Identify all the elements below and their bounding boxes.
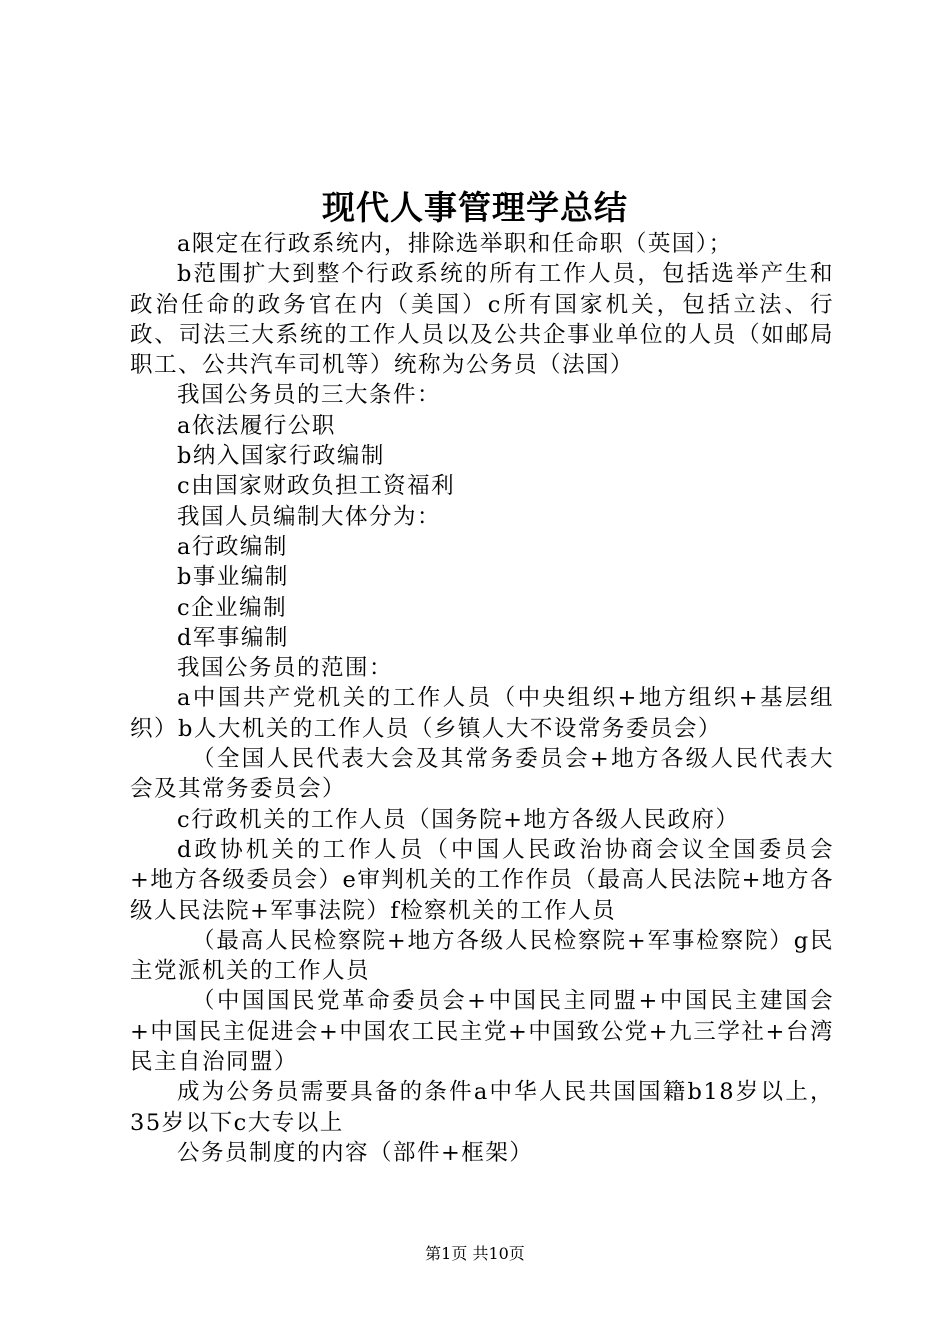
paragraph: c企业编制 (177, 594, 288, 621)
paragraph: b范围扩大到整个行政系统的所有工作人员，包括选举产生和政治任命的政务官在内（美国）c所有国家机关，包括立法、行政、司法三大系统的工作人员以及公共企事业单位的人员（如邮局职工、公共汽车司机等）统称为公务员（法国） (130, 261, 834, 379)
page-footer: 第1页 共10页 (425, 1244, 525, 1263)
paragraph: 成为公务员需要具备的条件a中华人民共国国籍b18岁以上，35岁以下c大专以上 (130, 1079, 834, 1136)
document-body (130, 229, 834, 1168)
paragraph: c由国家财政负担工资福利 (177, 473, 456, 500)
paragraph: a中国共产党机关的工作人员（中央组织+地方组织+基层组织）b人大机关的工作人员（乡镇人大不设常务委员会） (130, 685, 834, 742)
document-title: 现代人事管理学总结 (322, 188, 628, 227)
paragraph: a行政编制 (177, 533, 288, 560)
paragraph: b纳入国家行政编制 (177, 443, 385, 470)
paragraph: c行政机关的工作人员（国务院+地方各级人民政府） (177, 806, 740, 833)
paragraph: （最高人民检察院+地方各级人民检察院+军事检察院）g民主党派机关的工作人员 (130, 927, 834, 985)
paragraph: d政协机关的工作人员（中国人民政治协商会议全国委员会+地方各级委员会）e审判机关的工作作员（最高人民法院+地方各级人民法院+军事法院）f检察机关的工作人员 (130, 836, 834, 924)
paragraph: b事业编制 (177, 564, 289, 591)
paragraph: a依法履行公职 (177, 412, 336, 439)
paragraph: （中国国民党革命委员会+中国民主同盟+中国民主建国会+中国民主促进会+中国农工民主党+中国致公党+九三学社+台湾民主自治同盟） (130, 988, 834, 1076)
paragraph: 我国公务员的范围： (177, 655, 394, 682)
paragraph: 公务员制度的内容（部件+框架） (177, 1139, 534, 1166)
paragraph: 我国公务员的三大条件： (177, 382, 442, 409)
paragraph: 我国人员编制大体分为： (177, 503, 442, 530)
paragraph: （全国人民代表大会及其常务委员会+地方各级人民代表大会及其常务委员会） (130, 746, 834, 803)
paragraph: d军事编制 (177, 624, 289, 651)
paragraph: a限定在行政系统内，排除选举职和任命职（英国）； (177, 231, 733, 257)
